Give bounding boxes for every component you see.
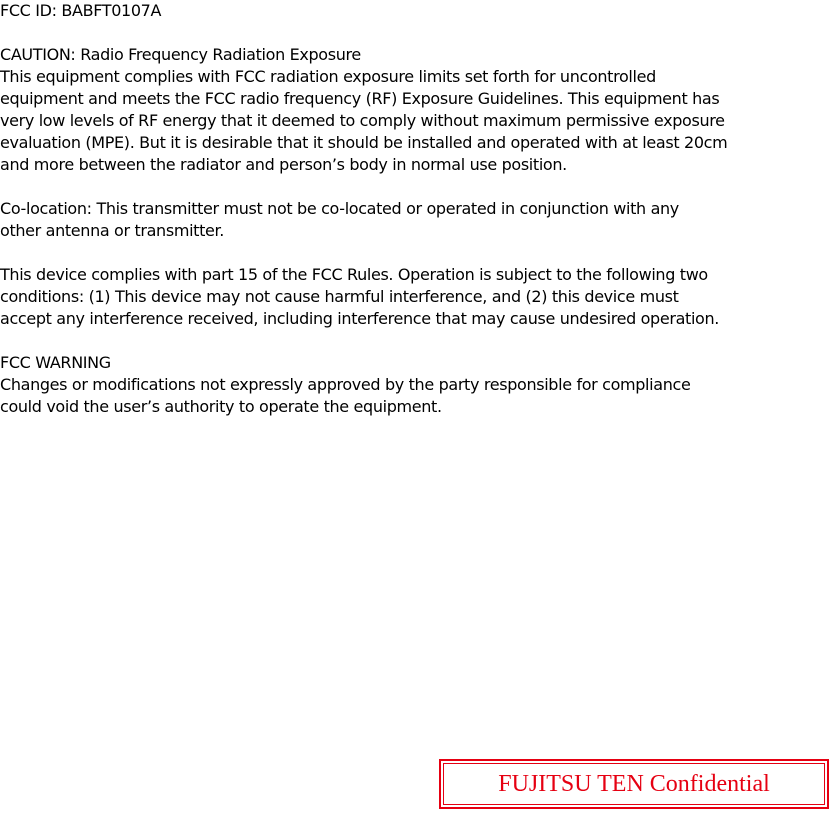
colocation-line: Co-location: This transmitter must not be co-located or operated in conjunction with any (0, 199, 679, 218)
confidential-stamp (439, 759, 829, 809)
caution-line: equipment and meets the FCC radio frequency (RF) Exposure Guidelines. This equipment has (0, 89, 720, 108)
warning-section (0, 352, 834, 418)
confidential-stamp-text: FUJITSU TEN Confidential (498, 770, 770, 797)
caution-line: and more between the radiator and person’s body in normal use position. (0, 155, 567, 174)
spacer (0, 22, 834, 44)
spacer (0, 176, 834, 198)
part15-line: This device complies with part 15 of the FCC Rules. Operation is subject to the following two (0, 265, 708, 284)
part15-line: conditions: (1) This device may not cause harmful interference, and (2) this device must (0, 287, 679, 306)
fcc-id-line: FCC ID: BABFT0107A (0, 1, 162, 20)
part15-line: accept any interference received, including interference that may cause undesired operation. (0, 309, 720, 328)
caution-heading: CAUTION: Radio Frequency Radiation Exposure (0, 45, 361, 64)
caution-line: evaluation (MPE). But it is desirable that it should be installed and operated with at least 20cm (0, 133, 728, 152)
caution-section (0, 44, 834, 176)
confidential-stamp-inner-border (443, 763, 825, 805)
caution-line: This equipment complies with FCC radiation exposure limits set forth for uncontrolled (0, 67, 656, 86)
warning-line: Changes or modifications not expressly approved by the party responsible for compliance (0, 375, 691, 394)
spacer (0, 242, 834, 264)
colocation-line: other antenna or transmitter. (0, 221, 224, 240)
warning-line: could void the user’s authority to operate the equipment. (0, 397, 442, 416)
spacer (0, 330, 834, 352)
colocation-section (0, 198, 834, 242)
caution-line: very low levels of RF energy that it deemed to comply without maximum permissive exposure (0, 111, 725, 130)
warning-heading: FCC WARNING (0, 353, 111, 372)
part15-section (0, 264, 834, 330)
